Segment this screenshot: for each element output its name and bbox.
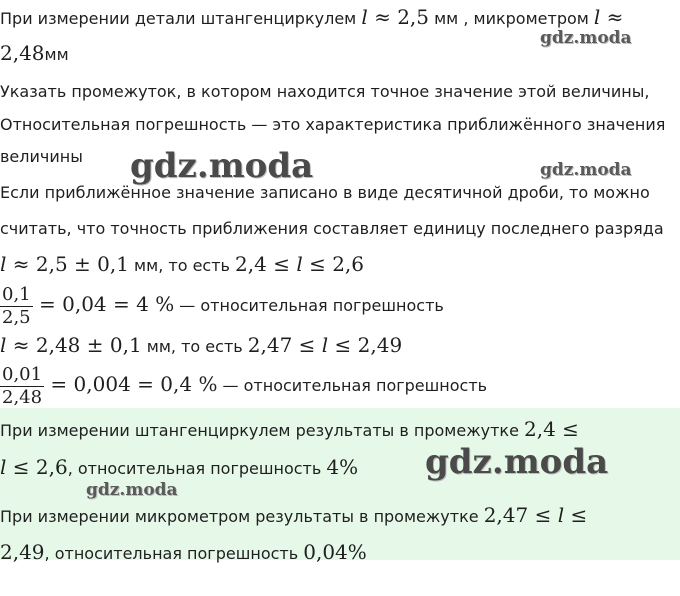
answer-2-line-2: 2,49, относительная погрешность 0,04% (0, 540, 367, 564)
answer-1-line-2: l ≤ 2,6, относительная погрешность 4% (0, 455, 359, 479)
watermark-center-left: gdz.moda (130, 146, 314, 186)
calc2-error: $\frac{0,01}{2,48}$ = 0,004 = 0,4 % — относительная погрешность (2, 364, 488, 408)
calc2-fraction: $\frac{0,01}{2,48}$ (2, 364, 43, 408)
calc1-error: $\frac{0,1}{2,5}$ = 0,04 = 4 % — относительная погрешность (2, 284, 444, 328)
answer-2-line-1: При измерении микрометром результаты в промежутке 2,47 ≤ l ≤ (0, 503, 588, 527)
definition-line-2: величины (0, 147, 83, 166)
watermark-answer-left: gdz.moda (86, 480, 178, 500)
watermark-answer-right: gdz.moda (425, 442, 609, 482)
answer-1-line-1: При измерении штангенциркулем результаты в промежутке 2,4 ≤ (0, 417, 579, 441)
calc1-interval: l ≈ 2,5 ± 0,1 мм, то есть 2,4 ≤ l ≤ 2,6 (0, 252, 365, 276)
watermark-top-right: gdz.moda (540, 28, 632, 48)
calc1-fraction: $\frac{0,1}{2,5}$ (2, 284, 31, 328)
rule-line-2: считать, что точность приближения составляет единицу последнего разряда (0, 219, 664, 238)
watermark-right: gdz.moda (540, 160, 632, 180)
rule-line-1: Если приближённое значение записано в виде десятичной дроби, то можно (0, 183, 650, 202)
task-statement: Указать промежуток, в котором находится точное значение этой величины, (0, 82, 650, 101)
intro-line-2: 2,48мм (0, 41, 69, 65)
intro-line-1: При измерении детали штангенциркулем l ≈ 2,5 мм , микрометром l ≈ (0, 5, 624, 29)
definition-line-1: Относительная погрешность — это характеристика приближённого значения (0, 115, 666, 134)
calc2-interval: l ≈ 2,48 ± 0,1 мм, то есть 2,47 ≤ l ≤ 2,49 (0, 333, 403, 357)
